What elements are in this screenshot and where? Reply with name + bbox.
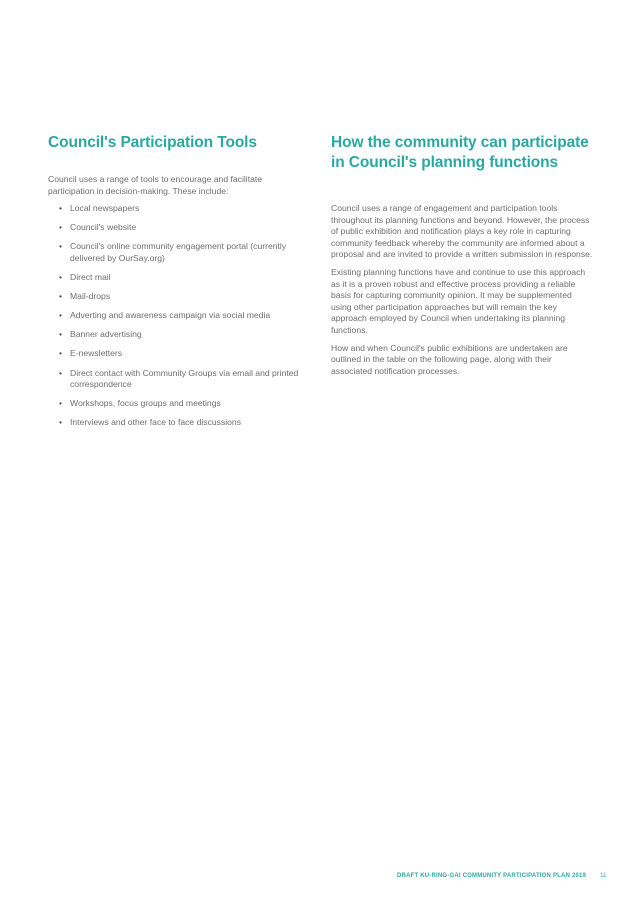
bullet-icon: •	[59, 203, 63, 214]
bullet-icon: •	[59, 291, 63, 302]
page-footer	[397, 873, 607, 879]
bullet-icon: •	[59, 310, 63, 321]
list-item: • Direct mail	[59, 272, 111, 283]
list-item: • Workshops, focus groups and meetings	[59, 398, 221, 409]
bullet-icon: •	[59, 241, 63, 252]
list-item: • Council's website	[59, 222, 137, 233]
bullet-icon: •	[59, 272, 63, 283]
bullet-icon: •	[59, 348, 63, 359]
list-item: • Adverting and awareness campaign via social media	[59, 310, 271, 321]
bullet-icon: •	[59, 398, 63, 409]
page-number: 11	[600, 873, 607, 879]
list-item: • Banner advertising	[59, 329, 142, 340]
bullet-icon: •	[59, 222, 63, 233]
community-participation-heading: How the community can participate in Council's planning functions	[331, 134, 589, 171]
list-item: • Mail-drops	[59, 291, 111, 302]
participation-tools-intro: Council uses a range of tools to encourage and facilitate participation in decision-making. These include:	[48, 174, 263, 196]
participation-tools-list	[48, 203, 300, 429]
list-item: • Council's online community engagement portal (currently delivered by OurSay.org)	[59, 241, 287, 263]
community-participation-paragraph-3: How and when Council's public exhibitions are undertaken are outlined in the table on the following page, along with their associated notification processes.	[331, 342, 568, 376]
community-participation-paragraph-1: Council uses a range of engagement and participation tools throughout its planning functions and beyond. However, the process of public exhibition and notification plays a key role in capturing community feedback whereby the community are informed about a proposal and are invited to provide a written submission in response.	[331, 203, 593, 260]
bullet-icon: •	[59, 417, 63, 428]
bullet-icon: •	[59, 367, 63, 378]
list-item: • Local newspapers	[59, 203, 140, 214]
list-item: • Direct contact with Community Groups via email and printed correspondence	[59, 367, 299, 390]
participation-tools-section	[48, 133, 300, 436]
footer-title: DRAFT KU-RING-GAI COMMUNITY PARTICIPATION PLAN 2019	[397, 873, 587, 879]
participation-tools-heading: Council's Participation Tools	[48, 134, 257, 151]
community-participation-section	[331, 133, 593, 377]
bullet-icon: •	[59, 329, 63, 340]
community-participation-paragraph-2: Existing planning functions have and continue to use this approach as it is a proven robust and effective process providing a reliable basis for capturing community opinion. It may be supplemented using other participation approaches but will remain the key approach employed by Council when undertaking its planning functions.	[331, 266, 586, 335]
list-item: • E-newsletters	[59, 348, 123, 359]
list-item: • Interviews and other face to face discussions	[59, 417, 242, 428]
